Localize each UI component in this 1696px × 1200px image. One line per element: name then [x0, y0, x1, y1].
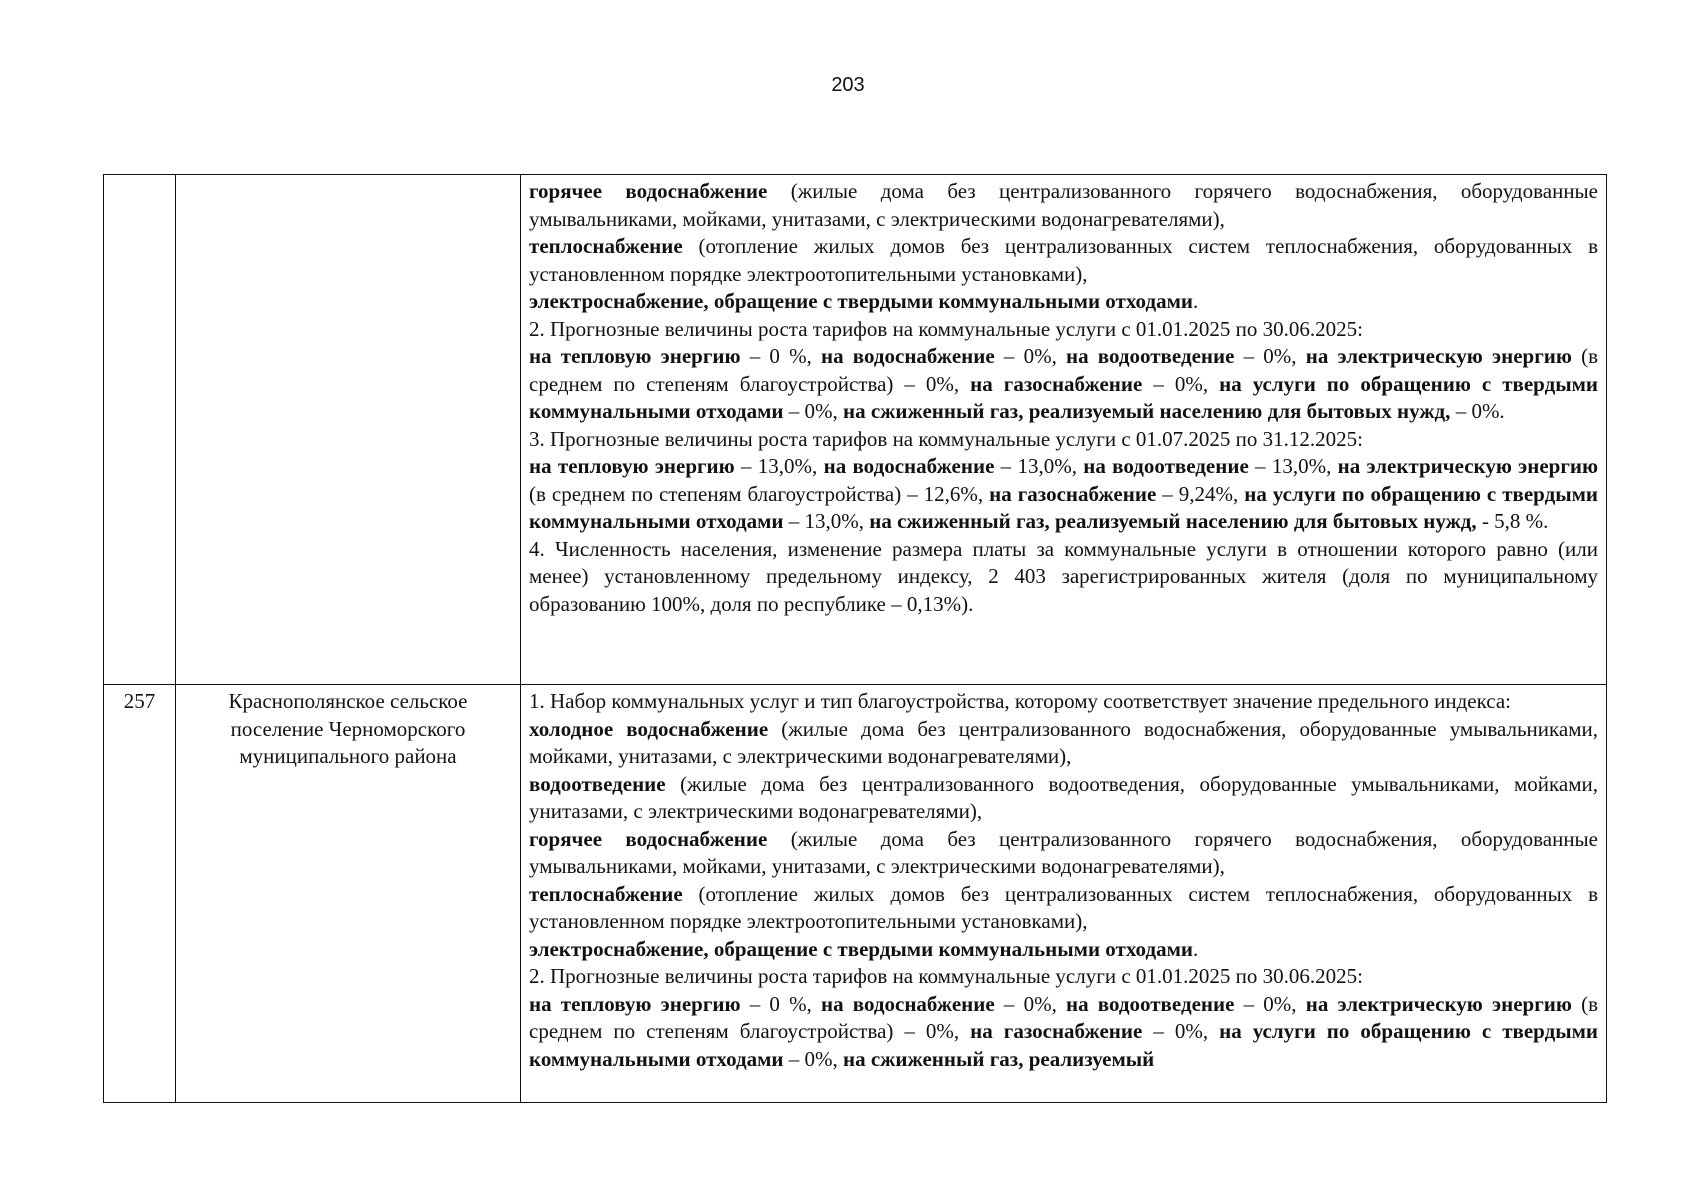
bold-text: электроснабжение, обращение с твердыми коммунальными отходами	[529, 289, 1193, 313]
bold-text: на водоснабжение	[821, 344, 995, 368]
text: (в среднем по степеням благоустройства) – 0%,	[529, 991, 1598, 1043]
bold-text: на водоотведение	[1066, 991, 1235, 1016]
text: – 0%,	[1234, 991, 1306, 1016]
row-number: 257	[104, 685, 176, 1103]
text: (отопление жилых домов без централизованных систем теплоснабжения, оборудованных в установленном порядке электроотопительными установками),	[529, 234, 1598, 286]
text: – 0%,	[1142, 371, 1220, 396]
bold-text: горячее водоснабжение	[529, 179, 768, 203]
bold-text: на газоснабжение	[989, 481, 1157, 506]
text: – 13,0%,	[734, 454, 824, 478]
content-paragraph	[529, 881, 1598, 936]
text: – 9,24%,	[1156, 481, 1245, 506]
bold-text: на сжиженный газ, реализуемый населению для бытовых нужд,	[869, 509, 1477, 533]
text: (отопление жилых домов без централизованных систем теплоснабжения, оборудованных в установленном порядке электроотопительными установками),	[529, 881, 1598, 933]
text: 2. Прогнозные величины роста тарифов на коммунальные услуги с 01.01.2025 по 30.06.2025:	[529, 316, 1363, 341]
content-paragraph	[529, 536, 1598, 619]
bold-text: на электрическую энергию	[1305, 991, 1572, 1016]
text: – 13,0%,	[783, 509, 870, 533]
text: 3. Прогнозные величины роста тарифов на коммунальные услуги с 01.07.2025 по 31.12.2025:	[529, 426, 1363, 451]
bold-text: на электрическую энергию	[1305, 344, 1572, 368]
text: – 0%.	[1450, 399, 1505, 423]
row-content	[521, 175, 1607, 685]
content-paragraph	[529, 453, 1598, 536]
content-paragraph	[529, 426, 1598, 454]
text: - 5,8 %.	[1476, 509, 1549, 533]
bold-text: на электрическую энергию	[1337, 454, 1599, 478]
text: – 0%,	[1142, 1019, 1220, 1043]
bold-text: водоотведение	[529, 771, 666, 796]
text: 4. Численность населения, изменение размера платы за коммунальные услуги в отношении которого равно (или менее) установленному предельному индексу, 2 403 зарегистрированных жителя (доля по муниципальному образованию 100%, доля по республике – 0,13%).	[529, 536, 1598, 616]
text: (жилые дома без централизованного водоотведения, оборудованные умывальниками, мойками, унитазами, с электрическими водонагревателями),	[529, 771, 1598, 823]
bold-text: горячее водоснабжение	[529, 826, 768, 851]
bold-text: на услуги по обращению с твердыми коммунальными отходами	[529, 481, 1599, 533]
text: 2. Прогнозные величины роста тарифов на коммунальные услуги с 01.01.2025 по 30.06.2025:	[529, 964, 1363, 988]
bold-text: на услуги по обращению с твердыми коммунальными отходами	[529, 371, 1599, 423]
text: – 0 %,	[740, 344, 821, 368]
text: .	[1192, 289, 1199, 313]
text: .	[1192, 936, 1199, 961]
bold-text: на сжиженный газ, реализуемый населению для бытовых нужд,	[843, 399, 1451, 423]
text: – 13,0%,	[994, 454, 1084, 478]
bold-text: на водоотведение	[1066, 344, 1235, 368]
text: (жилые дома без централизованного водоснабжения, оборудованные умывальниками, мойками, унитазами, с электрическими водонагревателями),	[529, 716, 1598, 768]
bold-text: на тепловую энергию	[529, 344, 741, 368]
content-paragraph	[529, 826, 1598, 881]
bold-text: теплоснабжение	[529, 234, 683, 258]
text: – 0 %,	[740, 991, 821, 1016]
content-paragraph	[529, 316, 1598, 344]
content-paragraph	[529, 178, 1598, 233]
content-paragraph	[529, 688, 1598, 716]
text: – 0%,	[783, 1046, 844, 1071]
text: (в среднем по степеням благоустройства) – 0%,	[529, 344, 1598, 396]
row-content	[521, 685, 1607, 1103]
text: (в среднем по степеням благоустройства) – 12,6%,	[529, 481, 990, 506]
text: – 0%,	[1234, 344, 1306, 368]
text: – 0%,	[783, 399, 844, 423]
text: – 13,0%,	[1248, 454, 1338, 478]
page-number: 203	[831, 74, 865, 96]
text: (жилые дома без централизованного горячего водоснабжения, оборудованные умывальниками, мойками, унитазами, с электрическими водонагревателями),	[529, 179, 1598, 231]
content-paragraph	[529, 288, 1598, 316]
tariff-table	[103, 174, 1607, 1103]
content-paragraph	[529, 991, 1598, 1074]
bold-text: холодное водоснабжение	[529, 716, 769, 741]
content-paragraph	[529, 716, 1598, 771]
bold-text: на сжиженный газ, реализуемый	[843, 1046, 1155, 1071]
content-paragraph	[529, 343, 1598, 426]
bold-text: электроснабжение, обращение с твердыми коммунальными отходами	[529, 936, 1193, 961]
municipality-name: Краснополянское сельское поселение Черноморского муниципального района	[176, 685, 521, 1103]
bold-text: на услуги по обращению с твердыми коммунальными отходами	[529, 1019, 1599, 1071]
table-row	[104, 685, 1607, 1103]
text: 1. Набор коммунальных услуг и тип благоустройства, которому соответствует значение предельного индекса:	[529, 689, 1511, 713]
bold-text: на газоснабжение	[970, 1019, 1143, 1043]
municipality-name	[176, 175, 521, 685]
content-paragraph	[529, 233, 1598, 288]
text: – 0%,	[994, 344, 1067, 368]
bold-text: на тепловую энергию	[529, 991, 741, 1016]
bold-text: на водоснабжение	[821, 991, 995, 1016]
content-paragraph	[529, 963, 1598, 991]
text: (жилые дома без централизованного горячего водоснабжения, оборудованные умывальниками, мойками, унитазами, с электрическими водонагревателями),	[529, 826, 1598, 878]
table-row	[104, 175, 1607, 685]
content-paragraph	[529, 771, 1598, 826]
bold-text: на газоснабжение	[970, 371, 1143, 396]
bold-text: на тепловую энергию	[529, 454, 735, 478]
bold-text: на водоотведение	[1083, 454, 1249, 478]
row-number	[104, 175, 176, 685]
bold-text: на водоснабжение	[823, 454, 995, 478]
content-paragraph	[529, 936, 1598, 964]
bold-text: теплоснабжение	[529, 881, 683, 906]
text: – 0%,	[994, 991, 1067, 1016]
